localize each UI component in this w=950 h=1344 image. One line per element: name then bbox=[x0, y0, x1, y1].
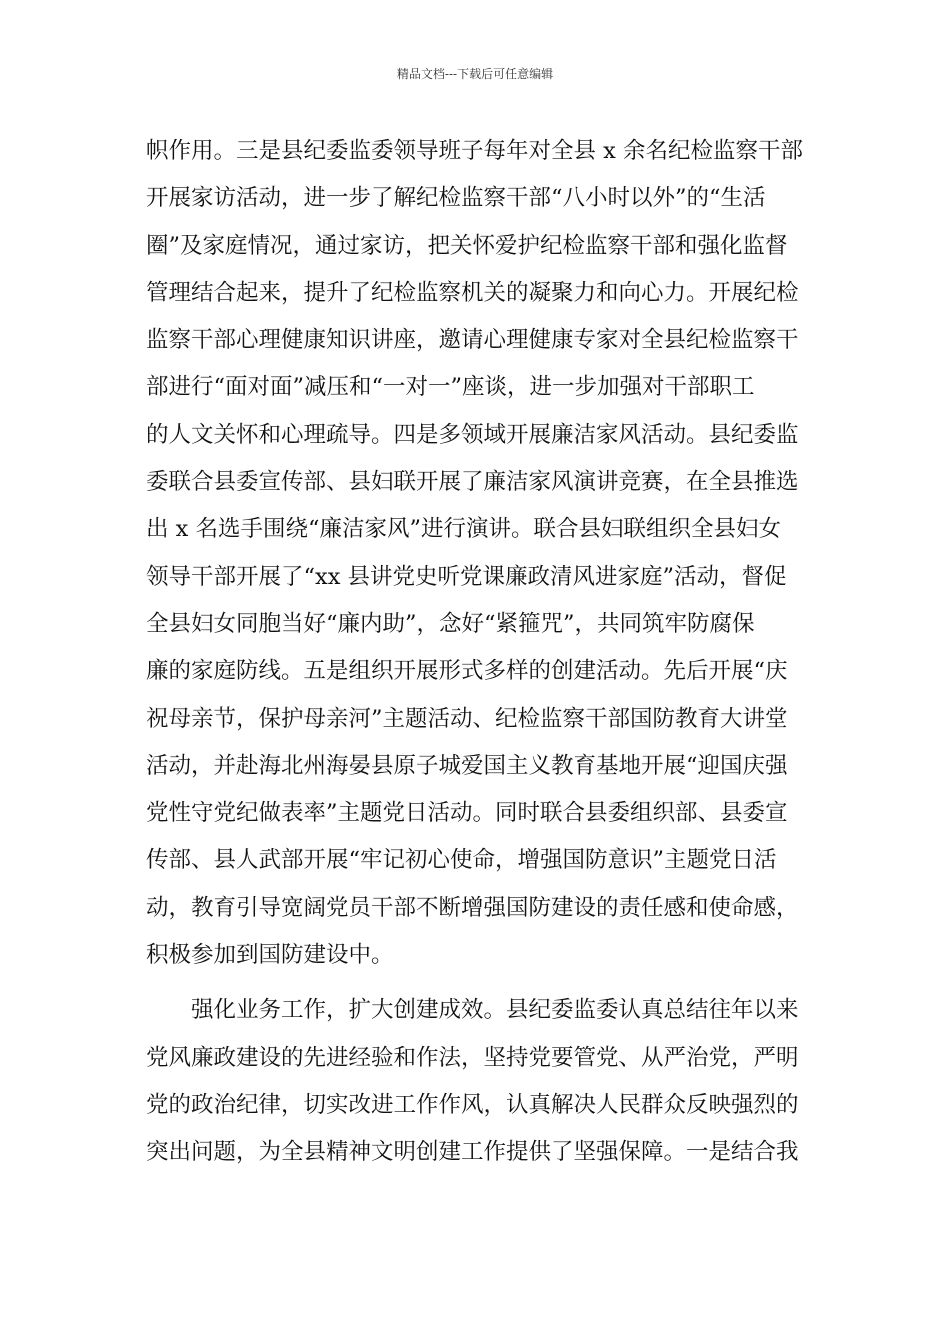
text-line: 传部、县人武部开展“牢记初心使命，增强国防意识”主题党日活 bbox=[146, 847, 777, 874]
text-line: 动，教育引导宽阔党员干部不断增强国防建设的责任感和使命感， bbox=[146, 894, 799, 921]
paragraph bbox=[146, 987, 806, 1176]
text-line: 党性守党纪做表率”主题党日活动。同时联合县委组织部、县委宣 bbox=[146, 800, 788, 827]
text-line: 廉的家庭防线。五是组织开展形式多样的创建活动。先后开展“庆 bbox=[146, 658, 788, 685]
text-line: 开展家访活动，进一步了解纪检监察干部“八小时以外”的“生活 bbox=[146, 185, 766, 212]
text-line: 圈”及家庭情况，通过家访，把关怀爱护纪检监察干部和强化监督 bbox=[146, 232, 788, 259]
text-line: 领导干部开展了“xx 县讲党史听党课廉政清风进家庭”活动，督促 bbox=[146, 563, 787, 590]
text-line: 强化业务工作，扩大创建成效。县纪委监委认真总结往年以来 bbox=[191, 997, 799, 1024]
page-header: 精品文档---下载后可任意编辑 bbox=[396, 67, 554, 81]
text-line: 的人文关怀和心理疏导。四是多领域开展廉洁家风活动。县纪委监 bbox=[146, 421, 799, 448]
text-line: 积极参加到国防建设中。 bbox=[146, 942, 394, 969]
paragraph-spacer bbox=[146, 979, 806, 987]
text-line: 帜作用。三是县纪委监委领导班子每年对全县 x 余名纪检监察干部 bbox=[146, 138, 803, 164]
text-line: 活动，并赴海北州海晏县原子城爱国主义教育基地开展“迎国庆强 bbox=[146, 752, 788, 779]
text-line: 出 x 名选手围绕“廉洁家风”进行演讲。联合县妇联组织全县妇女 bbox=[146, 516, 781, 543]
text-line: 全县妇女同胞当好“廉内助”，念好“紧箍咒”，共同筑牢防腐保 bbox=[146, 610, 755, 637]
text-line: 部进行“面对面”减压和“一对一”座谈，进一步加强对干部职工 bbox=[146, 374, 755, 401]
text-line: 委联合县委宣传部、县妇联开展了廉洁家风演讲竞赛，在全县推选 bbox=[146, 469, 799, 496]
text-line: 党风廉政建设的先进经验和作法，坚持党要管党、从严治党，严明 bbox=[146, 1044, 799, 1071]
paragraph bbox=[146, 128, 806, 979]
text-line: 管理结合起来，提升了纪检监察机关的凝聚力和向心力。开展纪检 bbox=[146, 279, 799, 306]
text-line: 党的政治纪律，切实改进工作作风，认真解决人民群众反映强烈的 bbox=[146, 1091, 799, 1118]
document-body bbox=[146, 128, 806, 1177]
text-line: 突出问题，为全县精神文明创建工作提供了坚强保障。一是结合我 bbox=[146, 1139, 799, 1166]
text-line: 监察干部心理健康知识讲座，邀请心理健康专家对全县纪检监察干 bbox=[146, 327, 799, 354]
text-line: 祝母亲节，保护母亲河”主题活动、纪检监察干部国防教育大讲堂 bbox=[146, 705, 788, 732]
